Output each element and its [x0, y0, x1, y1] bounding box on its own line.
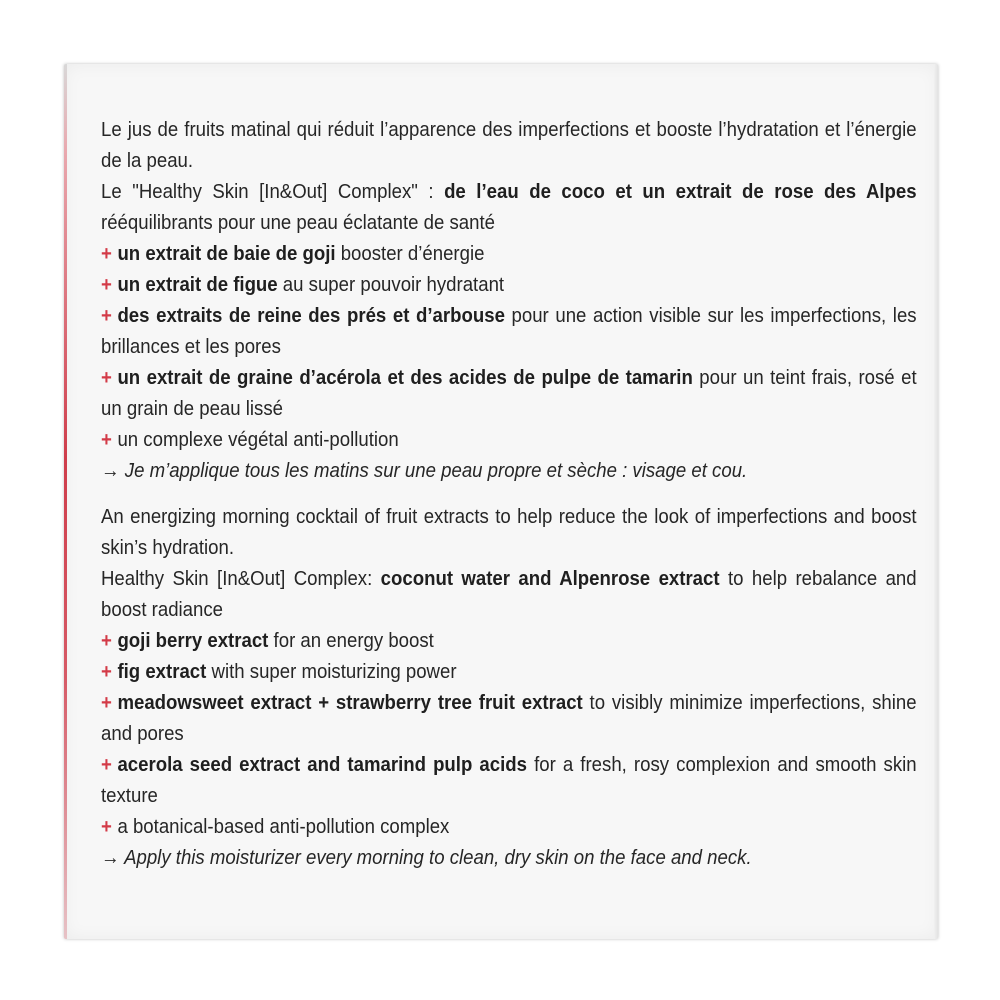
fr-item-rest: pour une action visible sur les imperfections, les brillances et les pores: [101, 305, 917, 358]
plus-icon: +: [101, 274, 112, 296]
en-complex-label: Healthy Skin [In&Out] Complex:: [101, 568, 381, 590]
en-item: [101, 688, 917, 750]
en-instruction: [101, 843, 917, 874]
fr-item: [101, 425, 917, 456]
fr-complex-label: Le "Healthy Skin [In&Out] Complex" :: [101, 181, 445, 203]
en-item: [101, 657, 917, 688]
fr-item-bold: un extrait de graine d’acérola et des acides de pulpe de tamarin: [117, 367, 693, 389]
fr-complex-bold: de l’eau de coco et un extrait de rose des Alpes: [444, 181, 917, 203]
en-item-bold: goji berry extract: [117, 630, 269, 652]
ingredient-description: [101, 115, 917, 874]
fr-item: [101, 363, 917, 425]
fr-item-rest: un complexe végétal anti-pollution: [117, 429, 399, 451]
en-item-bold: meadowsweet extract + strawberry tree fruit extract: [117, 692, 583, 714]
fr-item-rest: pour un teint frais, rosé et un grain de peau lissé: [101, 367, 917, 420]
arrow-right-icon: →: [101, 460, 120, 482]
plus-icon: +: [101, 429, 112, 451]
fr-item-rest: au super pouvoir hydratant: [277, 274, 505, 296]
fr-item-bold: des extraits de reine des prés et d’arbouse: [117, 305, 505, 327]
fr-intro: Le jus de fruits matinal qui réduit l’apparence des imperfections et booste l’hydratation et l’énergie de la peau.: [101, 119, 917, 172]
fr-instruction: [101, 456, 917, 487]
plus-icon: +: [101, 754, 112, 776]
en-item: [101, 750, 917, 812]
plus-icon: +: [101, 305, 112, 327]
en-item-bold: acerola seed extract and tamarind pulp acids: [117, 754, 527, 776]
en-item-rest: to visibly minimize imperfections, shine and pores: [101, 692, 917, 745]
en-instruction-text: Apply this moisturizer every morning to clean, dry skin on the face and neck.: [124, 847, 752, 869]
en-item-rest: for a fresh, rosy complexion and smooth skin texture: [101, 754, 917, 807]
en-item: [101, 812, 917, 843]
en-intro: An energizing morning cocktail of fruit extracts to help reduce the look of imperfections and boost skin’s hydration.: [101, 506, 917, 559]
en-item-rest: a botanical-based anti-pollution complex: [117, 816, 450, 838]
fr-item: [101, 270, 917, 301]
fr-item: [101, 301, 917, 363]
fr-complex: [101, 177, 917, 239]
plus-icon: +: [101, 630, 112, 652]
fr-complex-rest: rééquilibrants pour une peau éclatante de santé: [101, 212, 496, 234]
fr-item: [101, 239, 917, 270]
en-item-rest: for an energy boost: [268, 630, 434, 652]
fr-item-rest: booster d’énergie: [335, 243, 485, 265]
en-item: [101, 626, 917, 657]
arrow-right-icon: →: [101, 847, 120, 869]
en-item-rest: with super moisturizing power: [206, 661, 457, 683]
plus-icon: +: [101, 243, 112, 265]
product-box-panel: [64, 64, 938, 939]
en-complex-rest: to help rebalance and boost radiance: [101, 568, 917, 621]
en-item-bold: fig extract: [117, 661, 207, 683]
en-complex: [101, 564, 917, 626]
plus-icon: +: [101, 816, 112, 838]
fr-instruction-text: Je m’applique tous les matins sur une peau propre et sèche : visage et cou.: [124, 460, 748, 482]
plus-icon: +: [101, 367, 112, 389]
section-gap: [101, 487, 917, 502]
plus-icon: +: [101, 692, 112, 714]
fr-item-bold: un extrait de baie de goji: [117, 243, 336, 265]
plus-icon: +: [101, 661, 112, 683]
en-complex-bold: coconut water and Alpenrose extract: [380, 568, 720, 590]
fr-item-bold: un extrait de figue: [117, 274, 278, 296]
